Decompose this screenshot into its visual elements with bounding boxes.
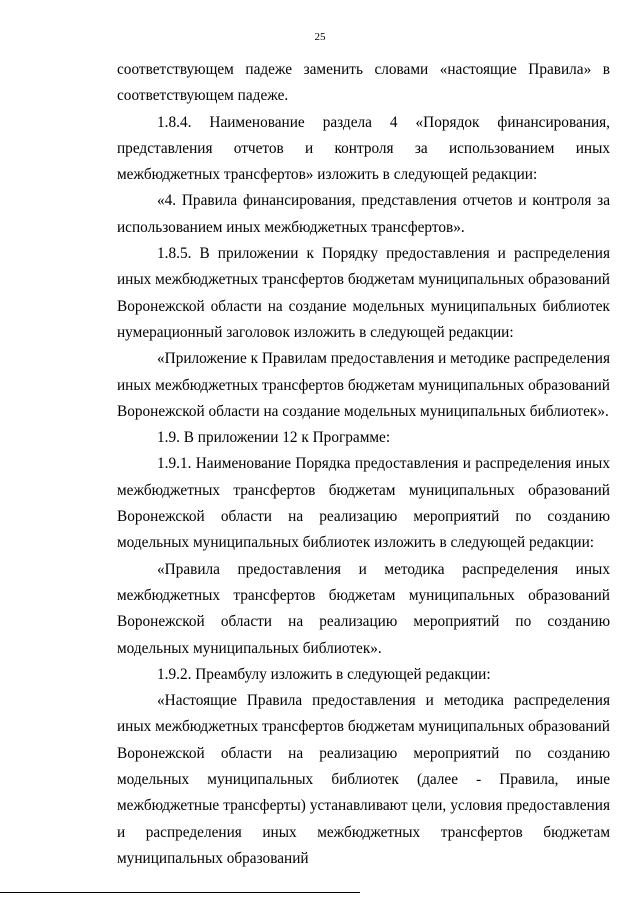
page-bottom-rule xyxy=(0,892,360,893)
paragraph: «Настоящие Правила предоставления и методика распределения иных межбюджетных трансфертов бюджетам муниципальных образований Воронежской области на реализацию мероприятий по созданию модельных муниципальных библиотек (далее - Правила, иные межбюджетные трансферты) устанавливают цели, условия предоставления и распределения иных межбюджетных трансфертов бюджетам муниципальных образований xyxy=(117,692,610,867)
paragraph: 1.8.4. Наименование раздела 4 «Порядок финансирования, представления отчетов и контроля за использованием иных межбюджетных трансфертов» изложить в следующей редакции: xyxy=(117,113,610,184)
document-body xyxy=(117,57,610,872)
page-number: 25 xyxy=(314,31,326,43)
paragraph: 1.9. В приложении 12 к Программе: xyxy=(157,429,391,447)
paragraph: 1.9.1. Наименование Порядка предоставления и распределения иных межбюджетных трансфертов бюджетам муниципальных образований Воронежской области на реализацию мероприятий по созданию модельных муниципальных библиотек изложить в следующей редакции: xyxy=(117,455,610,552)
paragraph: соответствующем падеже заменить словами «настоящие Правила» в соответствующем падеже. xyxy=(117,61,610,105)
paragraph: 1.9.2. Преамбулу изложить в следующей редакции: xyxy=(157,665,491,683)
paragraph: «Приложение к Правилам предоставления и методике распределения иных межбюджетных трансфертов бюджетам муниципальных образований Воронежской области на создание модельных муниципальных библиотек». xyxy=(117,350,610,420)
paragraph: «Правила предоставления и методика распределения иных межбюджетных трансфертов бюджетам муниципальных образований Воронежской области на реализацию мероприятий по созданию модельных муниципальных библиотек». xyxy=(117,560,610,657)
paragraph: «4. Правила финансирования, представления отчетов и контроля за использованием иных межбюджетных трансфертов». xyxy=(117,192,610,236)
paragraph: 1.8.5. В приложении к Порядку предоставления и распределения иных межбюджетных трансфертов бюджетам муниципальных образований Воронежской области на создание модельных муниципальных библиотек нумерационный заголовок изложить в следующей редакции: xyxy=(117,245,610,341)
